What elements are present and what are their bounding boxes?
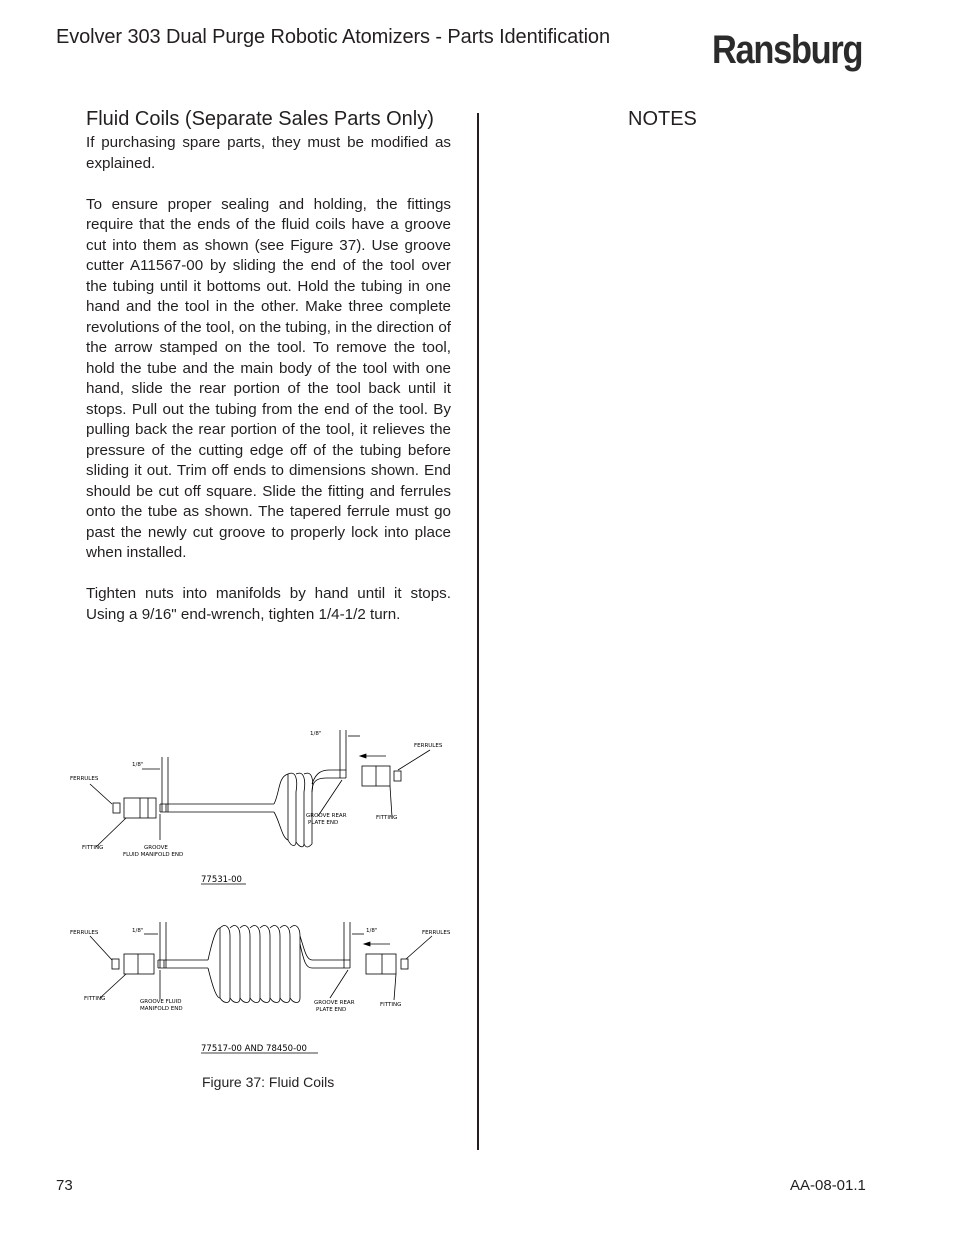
part-number-77517-78450: 77517-00 AND 78450-00 — [201, 1044, 307, 1054]
helix-loops — [220, 926, 300, 1003]
label-groove-left-2: FLUID MANIFOLD END — [123, 852, 184, 858]
section-body — [86, 133, 451, 646]
fitting-right — [366, 954, 396, 974]
label-groove-right-2: PLATE END — [316, 1007, 347, 1013]
coil-drawing-77517 — [70, 922, 451, 1054]
page-number: 73 — [56, 1177, 73, 1194]
dim-right: 1/8" — [310, 731, 322, 737]
column-divider — [477, 113, 479, 1150]
label-groove-right-2: PLATE END — [308, 820, 339, 826]
page-header-title: Evolver 303 Dual Purge Robotic Atomizers - Parts Identification — [56, 26, 610, 48]
part-number-77531: 77531-00 — [201, 875, 242, 885]
paragraph: Tighten nuts into manifolds by hand until it stops. Using a 9/16" end-wrench, tighten 1/4-1/2 turn. — [86, 585, 451, 623]
fluid-coils-figure — [60, 722, 460, 1062]
fluid-coils-drawing — [60, 722, 460, 1062]
ransburg-logo: Ransburg — [712, 28, 863, 72]
label-ferrules-left: FERRULES — [70, 776, 99, 782]
label-ferrules-right: FERRULES — [422, 930, 451, 936]
coil-drawing-77531 — [70, 730, 443, 885]
label-ferrules-right: FERRULES — [414, 743, 443, 749]
dim-right: 1/8" — [366, 928, 378, 934]
label-fitting-left: FITTING — [84, 996, 106, 1002]
section-title: Fluid Coils (Separate Sales Parts Only) — [86, 108, 434, 130]
label-fitting-right: FITTING — [376, 815, 398, 821]
figure-caption: Figure 37: Fluid Coils — [202, 1074, 335, 1090]
paragraph: If purchasing spare parts, they must be modified as explained. — [86, 134, 451, 172]
label-fitting-right: FITTING — [380, 1002, 402, 1008]
notes-title: NOTES — [628, 108, 697, 130]
ferrule-right — [401, 959, 408, 969]
label-groove-left-2: MANIFOLD END — [140, 1006, 183, 1012]
ferrule-left — [113, 803, 120, 813]
dim-left: 1/8" — [132, 928, 144, 934]
paragraph: To ensure proper sealing and holding, the fittings require that the ends of the fluid coils have a groove cut into them as shown (see Figure 37). Use groove cutter A11567-00 by sliding the end of the tool over the tubing until it bottoms out. Hold the tubing in one hand and the tool in the other. Make three complete revolutions of the tool, on the tubing, in the direction of the arrow stamped on the tool. To remove the tool, hold the tube and the main body of the tool with one hand, slide the rear portion of the tool back until it stops. Pull out the tubing from the end of the tool. By pulling back the rear portion of the tool, it relieves the pressure of the cutting edge off of the tubing before sliding it out. Trim off ends to dimensions shown. End should be cut off square. Slide the fitting and ferrules onto the tube as shown. The tapered ferrule must go past the newly cut groove to properly lock into place when installed. — [86, 195, 451, 561]
dim-left: 1/8" — [132, 762, 144, 768]
label-groove-right-1: GROOVE REAR — [306, 813, 347, 819]
document-code: AA-08-01.1 — [790, 1177, 866, 1194]
ferrule-right — [394, 771, 401, 781]
label-groove-right-1: GROOVE REAR — [314, 1000, 355, 1006]
label-groove-left-1: GROOVE — [144, 845, 168, 851]
label-ferrules-left: FERRULES — [70, 930, 99, 936]
label-groove-left-1: GROOVE FLUID — [140, 999, 182, 1005]
ferrule-left — [112, 959, 119, 969]
label-fitting-left: FITTING — [82, 845, 104, 851]
fitting-left — [124, 954, 154, 974]
